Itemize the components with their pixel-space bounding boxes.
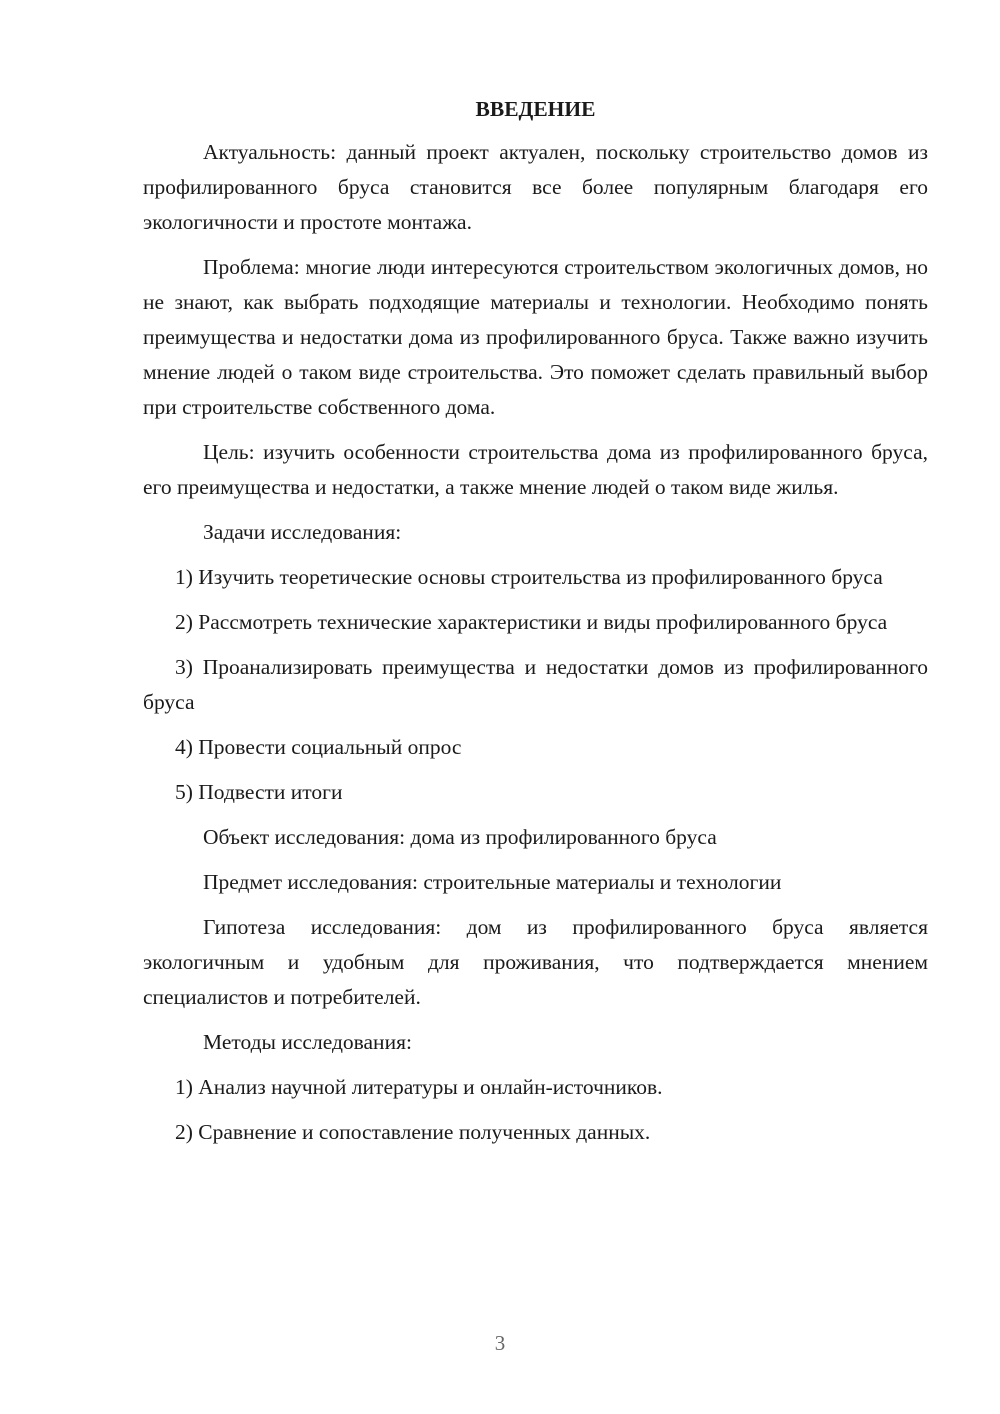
- subject-line: Предмет исследования: строительные материалы и технологии: [203, 870, 782, 894]
- page-title: ВВЕДЕНИЕ: [475, 97, 596, 121]
- relevance-paragraph: Актуальность: данный проект актуален, поскольку строительство домов из профилированного бруса становится все более популярным благодаря его экологичности и простоте монтажа.: [143, 140, 928, 234]
- methods-title: Методы исследования:: [203, 1030, 412, 1054]
- page-number: 3: [494, 1331, 506, 1355]
- problem-paragraph: Проблема: многие люди интересуются строительством экологичных домов, но не знают, как выбрать подходящие материалы и технологии. Необходимо понять преимущества и недостатки дома из профилированного бруса. Также важно изучить мнение людей о таком виде строительства. Это поможет сделать правильный выбор при строительстве собственного дома.: [143, 255, 928, 419]
- task-item-3: 3) Проанализировать преимущества и недостатки домов из профилированного бруса: [143, 655, 928, 714]
- task-item-1: 1) Изучить теоретические основы строительства из профилированного бруса: [175, 565, 883, 589]
- task-item-2: 2) Рассмотреть технические характеристики и виды профилированного бруса: [175, 610, 888, 634]
- goal-paragraph: Цель: изучить особенности строительства дома из профилированного бруса, его преимущества и недостатки, а также мнение людей о таком виде жилья.: [143, 440, 928, 499]
- method-item-1: 1) Анализ научной литературы и онлайн-источников.: [175, 1075, 663, 1099]
- tasks-title: Задачи исследования:: [203, 520, 402, 544]
- object-line: Объект исследования: дома из профилированного бруса: [203, 825, 717, 849]
- method-item-2: 2) Сравнение и сопоставление полученных данных.: [175, 1120, 651, 1144]
- hypothesis-paragraph: Гипотеза исследования: дом из профилированного бруса является экологичным и удобным для проживания, что подтверждается мнением специалистов и потребителей.: [143, 915, 928, 1009]
- task-item-4: 4) Провести социальный опрос: [175, 735, 462, 759]
- document-page: [143, 92, 928, 1160]
- task-item-5: 5) Подвести итоги: [175, 780, 343, 804]
